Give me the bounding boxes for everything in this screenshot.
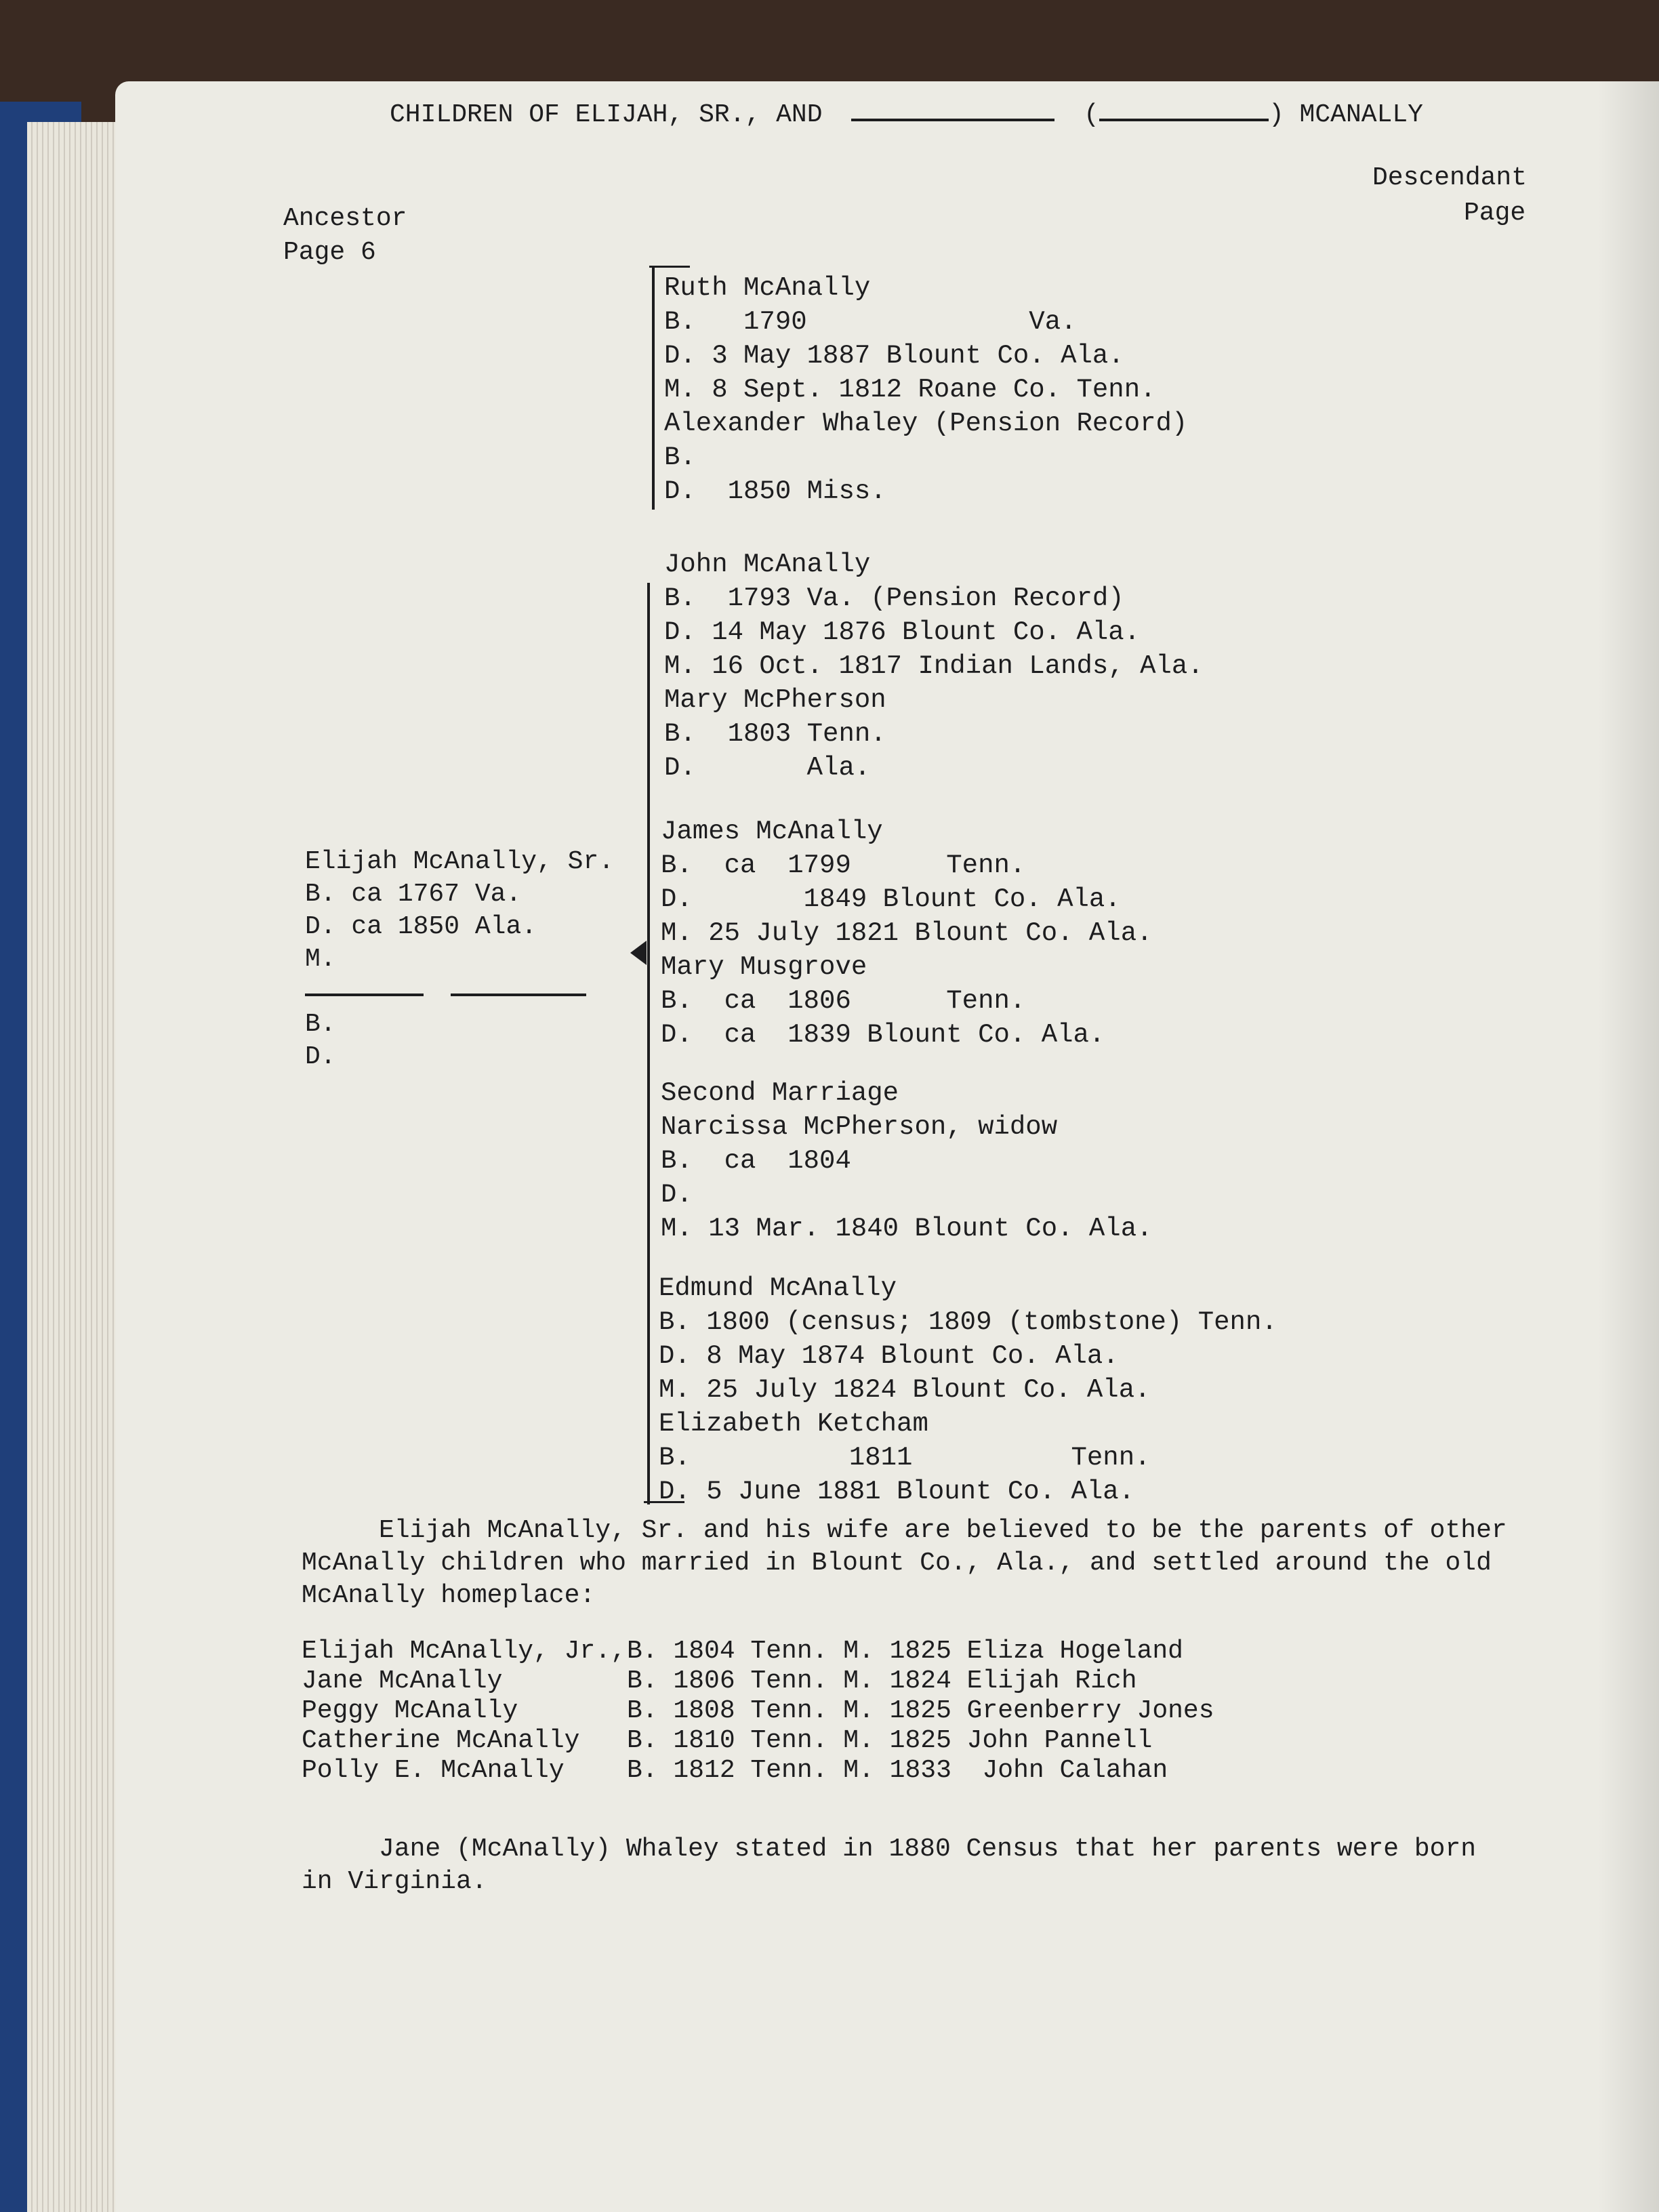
child-line: D. 5 June 1881 Blount Co. Ala. xyxy=(659,1477,1135,1507)
child-line: M. 25 July 1821 Blount Co. Ala. xyxy=(661,918,1153,948)
child-line: Elizabeth Ketcham xyxy=(659,1409,928,1439)
ancestor-married: M. xyxy=(305,945,336,974)
child-line: M. 8 Sept. 1812 Roane Co. Tenn. xyxy=(664,375,1156,405)
other-child-name: Peggy McAnally xyxy=(302,1696,518,1725)
child-line: D. 8 May 1874 Blount Co. Ala. xyxy=(659,1341,1119,1371)
other-child-info: B. 1810 Tenn. M. 1825 John Pannell xyxy=(627,1726,1153,1755)
page-curve-shadow xyxy=(1598,81,1659,2212)
closing-line: Jane (McAnally) Whaley stated in 1880 Census that her parents were born xyxy=(302,1835,1477,1864)
child-line: M. 25 July 1824 Blount Co. Ala. xyxy=(659,1375,1151,1405)
paragraph-line: Elijah McAnally, Sr. and his wife are believed to be the parents of other xyxy=(302,1516,1507,1545)
other-child-name: Catherine McAnally xyxy=(302,1726,580,1755)
ancestor-block xyxy=(305,846,614,1073)
child-line: Ruth McAnally xyxy=(664,273,871,303)
child-line: B. 1793 Va. (Pension Record) xyxy=(664,583,1124,613)
bracket-line-1 xyxy=(652,266,655,510)
child-line: John McAnally xyxy=(664,550,871,579)
child-edmund xyxy=(659,1271,1277,1509)
child-line: D. 1849 Blount Co. Ala. xyxy=(661,884,1121,914)
list-item xyxy=(302,1666,1214,1696)
other-child-info: B. 1806 Tenn. M. 1824 Elijah Rich xyxy=(627,1666,1137,1696)
child-line: D. xyxy=(661,1180,693,1210)
ancestor-name: Elijah McAnally, Sr. xyxy=(305,847,615,876)
child-line: B. 1803 Tenn. xyxy=(664,719,886,749)
child-line: James McAnally xyxy=(661,817,883,846)
list-item xyxy=(302,1726,1214,1756)
bracket-line-2 xyxy=(647,583,650,1504)
header-blank-1 xyxy=(851,112,1054,121)
child-line: Mary Musgrove xyxy=(661,952,867,982)
spouse-born: B. xyxy=(305,1010,336,1039)
other-child-name: Polly E. McAnally xyxy=(302,1756,565,1785)
ancestor-page-label: Page 6 xyxy=(283,238,376,267)
spouse-blank-1 xyxy=(305,994,424,996)
child-line: B. 1800 (census; 1809 (tombstone) Tenn. xyxy=(659,1307,1277,1337)
other-child-info: B. 1804 Tenn. M. 1825 Eliza Hogeland xyxy=(627,1637,1183,1666)
child-line: M. 16 Oct. 1817 Indian Lands, Ala. xyxy=(664,651,1204,681)
child-line: D. 14 May 1876 Blount Co. Ala. xyxy=(664,617,1141,647)
list-item xyxy=(302,1637,1214,1666)
other-children-list xyxy=(302,1637,1214,1786)
header-suffix: ) MCANALLY xyxy=(1268,100,1423,129)
header-blank-2 xyxy=(1099,112,1269,121)
other-child-name: Elijah McAnally, Jr., xyxy=(302,1637,626,1666)
child-line: Edmund McAnally xyxy=(659,1273,897,1303)
ancestor-died: D. ca 1850 Ala. xyxy=(305,912,537,941)
spouse-blanks xyxy=(305,976,614,1008)
descendant-page-label: Page xyxy=(1464,199,1526,228)
child-line: D. 1850 Miss. xyxy=(664,476,886,506)
child-line: B. 1811 Tenn. xyxy=(659,1443,1151,1473)
child-line: B. ca 1799 Tenn. xyxy=(661,851,1026,880)
paragraph-line: McAnally children who married in Blount Co., Ala., and settled around the old xyxy=(302,1549,1492,1578)
page-header xyxy=(390,100,1423,129)
child-line: Second Marriage xyxy=(661,1078,899,1108)
child-line: Alexander Whaley (Pension Record) xyxy=(664,409,1188,438)
paragraph-line: McAnally homeplace: xyxy=(302,1581,596,1610)
bracket-top-tick xyxy=(649,266,690,268)
spouse-died: D. xyxy=(305,1042,336,1071)
ancestor-label: Ancestor xyxy=(283,204,407,233)
closing-line: in Virginia. xyxy=(302,1867,487,1896)
child-line: M. 13 Mar. 1840 Blount Co. Ala. xyxy=(661,1214,1153,1244)
header-prefix: CHILDREN OF ELIJAH, SR., AND xyxy=(390,100,823,129)
bracket-arrow xyxy=(630,941,647,965)
descendant-label: Descendant xyxy=(1372,163,1528,192)
other-child-info: B. 1808 Tenn. M. 1825 Greenberry Jones xyxy=(627,1696,1214,1725)
child-line: B. ca 1806 Tenn. xyxy=(661,986,1026,1016)
child-john xyxy=(664,548,1204,785)
child-line: D. 3 May 1887 Blount Co. Ala. xyxy=(664,341,1124,371)
child-line: Narcissa McPherson, widow xyxy=(661,1112,1058,1142)
header-open-paren: ( xyxy=(1084,100,1099,129)
spouse-blank-2 xyxy=(451,994,586,996)
child-line: Mary McPherson xyxy=(664,685,886,715)
child-james-second-marriage xyxy=(661,1076,1153,1246)
child-line: B. ca 1804 xyxy=(661,1146,851,1176)
child-line: B. 1790 Va. xyxy=(664,307,1077,337)
list-item xyxy=(302,1756,1214,1786)
child-james xyxy=(661,815,1153,1052)
child-ruth xyxy=(664,271,1187,508)
child-line: D. ca 1839 Blount Co. Ala. xyxy=(661,1020,1105,1050)
other-child-info: B. 1812 Tenn. M. 1833 John Calahan xyxy=(627,1756,1168,1785)
other-child-name: Jane McAnally xyxy=(302,1666,503,1696)
child-line: D. Ala. xyxy=(664,753,871,783)
ancestor-born: B. ca 1767 Va. xyxy=(305,880,522,909)
list-item xyxy=(302,1696,1214,1726)
child-line: B. xyxy=(664,443,696,472)
